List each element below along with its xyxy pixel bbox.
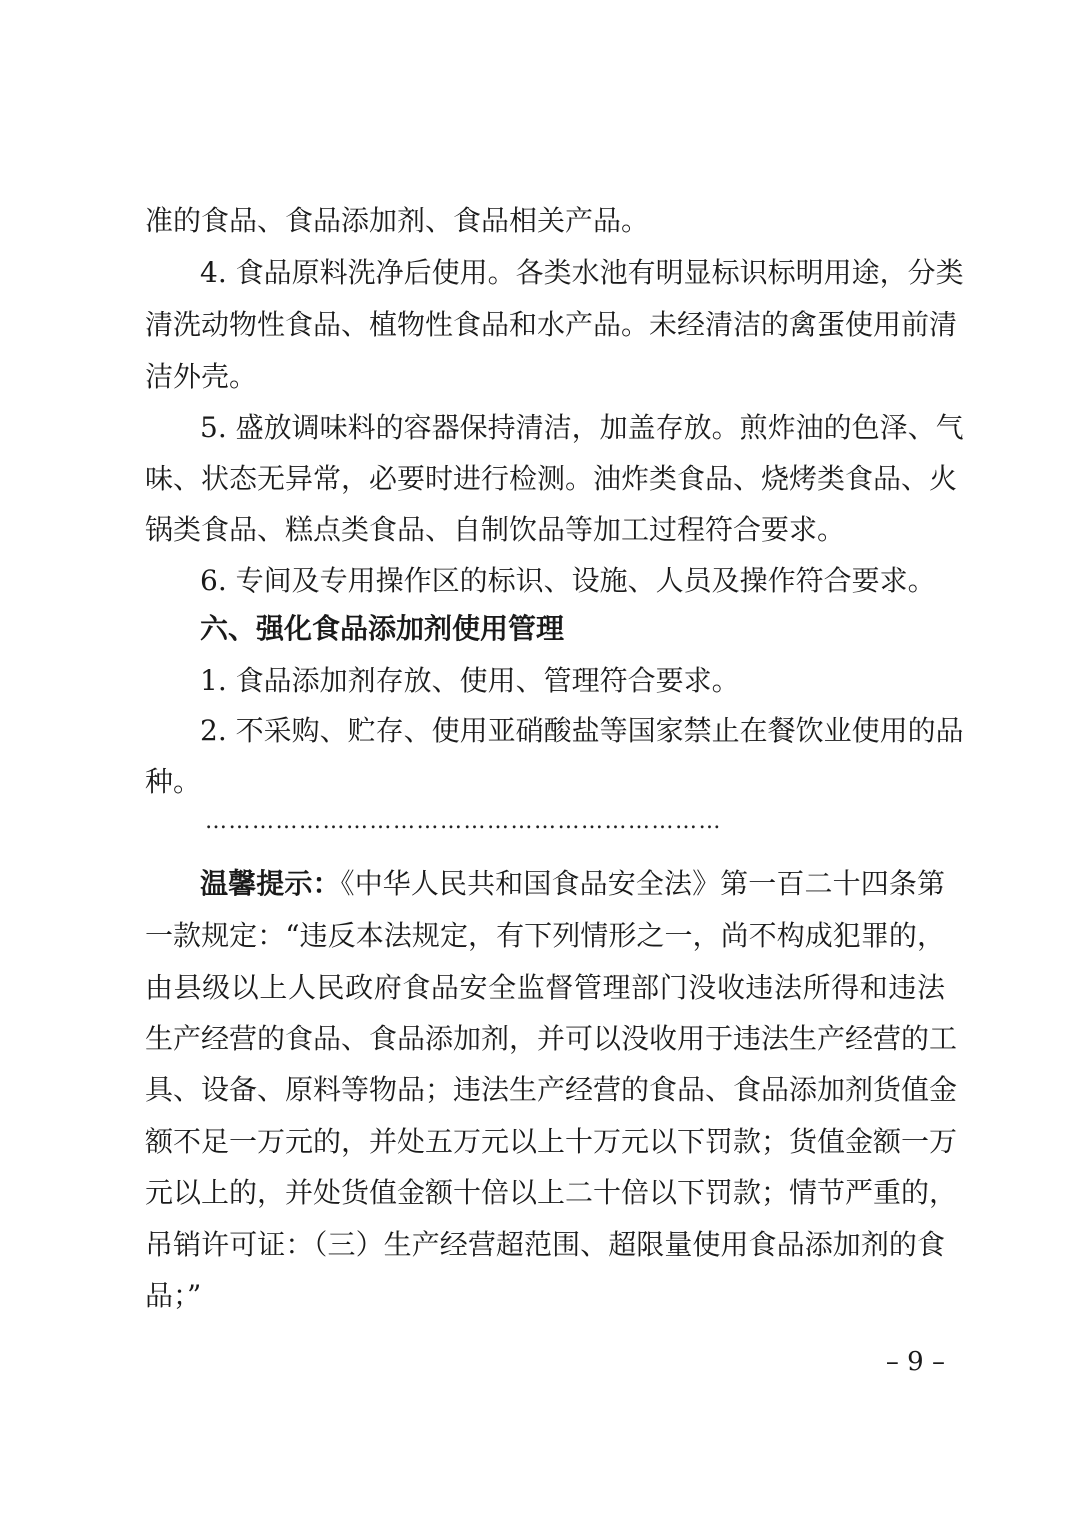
section-item2-line: 2. 不采购、贮存、使用亚硝酸盐等国家禁止在餐饮业使用的品	[200, 714, 964, 747]
tip-first-line-text: 《中华人民共和国食品安全法》第一百二十四条第	[340, 867, 945, 900]
tip-line: 吊销许可证：（三）生产经营超范围、超限量使用食品添加剂的食	[145, 1228, 945, 1261]
dotted-separator: …………………………………………………………	[205, 812, 722, 832]
page-number: – 9 –	[885, 1347, 945, 1377]
tip-first-line	[200, 866, 945, 902]
item4-line: 4. 食品原料洗净后使用。各类水池有明显标识标明用途，分类	[200, 256, 964, 289]
tip-line: 额不足一万元的，并处五万元以上十万元以下罚款；货值金额一万	[145, 1125, 958, 1158]
tip-line: 具、设备、原料等物品；违法生产经营的食品、食品添加剂货值金	[145, 1073, 958, 1106]
section-item1-line: 1. 食品添加剂存放、使用、管理符合要求。	[200, 664, 740, 697]
item5-line: 锅类食品、糕点类食品、自制饮品等加工过程符合要求。	[145, 513, 846, 546]
tip-label: 温馨提示：	[200, 867, 341, 900]
tip-line: 由县级以上人民政府食品安全监督管理部门没收违法所得和违法	[145, 971, 945, 1004]
tip-line: 一款规定：“违反本法规定，有下列情形之一，尚不构成犯罪的，	[145, 919, 945, 952]
tip-line: 生产经营的食品、食品添加剂，并可以没收用于违法生产经营的工	[145, 1022, 958, 1055]
paragraph-continuation-line: 准的食品、食品添加剂、食品相关产品。	[145, 204, 650, 237]
item5-line: 5. 盛放调味料的容器保持清洁，加盖存放。煎炸油的色泽、气	[200, 411, 964, 444]
item6-line: 6. 专间及专用操作区的标识、设施、人员及操作符合要求。	[200, 564, 936, 597]
item4-line: 清洗动物性食品、植物性食品和水产品。未经清洁的禽蛋使用前清	[145, 308, 958, 341]
item4-line: 洁外壳。	[145, 360, 258, 393]
item5-line: 味、状态无异常，必要时进行检测。油炸类食品、烧烤类食品、火	[145, 462, 958, 495]
section-heading: 六、强化食品添加剂使用管理	[200, 612, 565, 645]
tip-line: 品；”	[145, 1279, 202, 1312]
section-item2-line: 种。	[145, 765, 202, 798]
tip-line: 元以上的，并处货值金额十倍以上二十倍以下罚款；情节严重的，	[145, 1176, 958, 1209]
